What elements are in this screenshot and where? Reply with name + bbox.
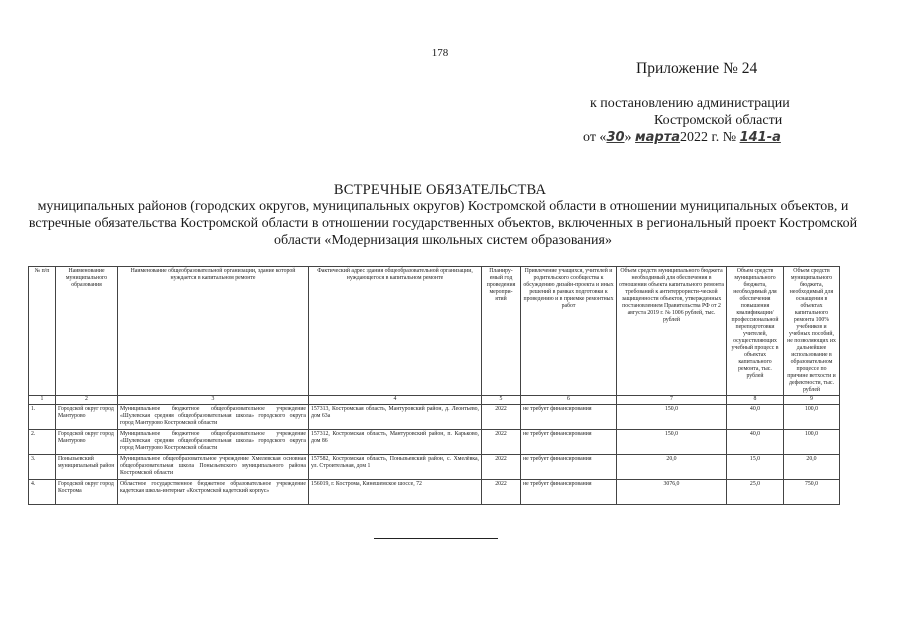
col-header: Объем средств муниципального бюджета, необходимый для обеспечения повышения квалификации/ профессиональной переподготовки учителей, осуществляющих учебный процесс в объектах капитального ремонта, тыс. рублей <box>727 267 784 396</box>
date-year: 2022 г. № <box>680 130 737 145</box>
decree-line-1: к постановлению администрации <box>590 96 790 111</box>
col-header: Привлечение учащихся, учителей и родительского сообщества к обсуждению дизайн-проекта и иных решений в рамках подготовки к проведению и в приемке ремонтных работ <box>521 267 617 396</box>
cell-antiterror-budget: 150,0 <box>617 430 727 455</box>
column-number: 4 <box>309 396 482 405</box>
appendix-title: Приложение № 24 <box>636 60 758 77</box>
footer-rule <box>374 538 498 539</box>
cell-municipality: Понызьевский муниципальный район <box>56 455 118 480</box>
cell-training-budget: 40,0 <box>727 405 784 430</box>
cell-address: 157313, Костромская область, Мантуровский район, д. Леонтьево, дом 63а <box>309 405 482 430</box>
cell-textbooks-budget: 750,0 <box>784 480 840 505</box>
document-title: ВСТРЕЧНЫЕ ОБЯЗАТЕЛЬСТВА <box>333 182 547 198</box>
column-number-row <box>29 396 840 405</box>
column-number: 6 <box>521 396 617 405</box>
column-number: 2 <box>56 396 118 405</box>
cell-antiterror-budget: 3076,0 <box>617 480 727 505</box>
decree-number-handwritten: 141-а <box>739 130 781 145</box>
date-prefix: от « <box>583 130 607 145</box>
decree-date <box>583 130 781 146</box>
cell-textbooks-budget: 100,0 <box>784 430 840 455</box>
cell-year: 2022 <box>482 430 521 455</box>
cell-organization: Муниципальное общеобразовательное учреждение Хмелевская основная общеобразовательная школа Понызьевского муниципального района Костромской области <box>118 455 309 480</box>
table-row <box>29 455 840 480</box>
cell-involvement: не требует финансирования <box>521 480 617 505</box>
col-header: Планиру-емый год проведения меропри-ятий <box>482 267 521 396</box>
cell-involvement: не требует финансирования <box>521 455 617 480</box>
cell-year: 2022 <box>482 480 521 505</box>
date-mid: » <box>624 130 632 145</box>
cell-address: 157582, Костромская область, Понызьевский район, с. Хмелёвка, ул. Строительная, дом 1 <box>309 455 482 480</box>
col-header: Фактический адрес здания общеобразовательной организации, нуждающегося в капитальном ремонте <box>309 267 482 396</box>
column-number: 3 <box>118 396 309 405</box>
cell-organization: Муниципальное бюджетное общеобразовательное учреждение «Шулевская средняя общеобразовательная школа» городского округа город Мантурово Костромской области <box>118 405 309 430</box>
cell-index: 2. <box>29 430 56 455</box>
page-number: 178 <box>431 47 449 59</box>
cell-antiterror-budget: 20,0 <box>617 455 727 480</box>
column-number: 7 <box>617 396 727 405</box>
col-header: Наименование общеобразовательной организации, здание которой нуждается в капитальном ремонте <box>118 267 309 396</box>
cell-textbooks-budget: 20,0 <box>784 455 840 480</box>
column-number: 8 <box>727 396 784 405</box>
cell-address: 157312, Костромская область, Мантуровский район, п. Карьково, дом 86 <box>309 430 482 455</box>
header-row <box>29 267 840 396</box>
cell-organization: Муниципальное бюджетное общеобразовательное учреждение «Шулевская средняя общеобразовательная школа» городского округа город Мантурово Костромской области <box>118 430 309 455</box>
cell-year: 2022 <box>482 455 521 480</box>
cell-municipality: Городской округ город Кострома <box>56 480 118 505</box>
col-header: № п/п <box>29 267 56 396</box>
cell-textbooks-budget: 100,0 <box>784 405 840 430</box>
column-number: 9 <box>784 396 840 405</box>
col-header: Объем средств муниципального бюджета необходимый для обеспечения в отношении объекта капитального ремонта требований к антитеррористи-ческой защищенности объектов, утвержденных постановлением Правительства РФ от 2 августа 2019 г. № 1006 рублей, тыс. рублей <box>617 267 727 396</box>
cell-training-budget: 40,0 <box>727 430 784 455</box>
table-row <box>29 405 840 430</box>
decree-line-2: Костромской области <box>654 113 783 128</box>
cell-antiterror-budget: 150,0 <box>617 405 727 430</box>
cell-year: 2022 <box>482 405 521 430</box>
cell-involvement: не требует финансирования <box>521 430 617 455</box>
table-row <box>29 430 840 455</box>
date-day-handwritten: 30 <box>606 130 625 145</box>
obligations-table <box>28 266 840 505</box>
cell-index: 1. <box>29 405 56 430</box>
cell-training-budget: 25,0 <box>727 480 784 505</box>
cell-address: 156019, г. Кострома, Кинешемское шоссе, 72 <box>309 480 482 505</box>
col-header: Наименование муниципального образования <box>56 267 118 396</box>
cell-municipality: Городской округ город Мантурово <box>56 405 118 430</box>
date-month-handwritten: марта <box>635 130 681 145</box>
cell-index: 4. <box>29 480 56 505</box>
col-header: Объем средств муниципального бюджета, необходимый для оснащения в объектах капитального ремонта 100% учебников и учебных пособий, не позволяющих их дальнейшее использование в образовательном процессе по причине ветхости и дефектности, тыс. рублей <box>784 267 840 396</box>
column-number: 1 <box>29 396 56 405</box>
cell-index: 3. <box>29 455 56 480</box>
column-number: 5 <box>482 396 521 405</box>
table-row <box>29 480 840 505</box>
document-subtitle: муниципальных районов (городских округов, муниципальных округов) Костромской области в отношении муниципальных объектов, и встречные обязательства Костромской области в отношении государственных объектов, включенных в региональный проект Костромской области «Модернизация школьных систем образования» <box>28 199 858 248</box>
cell-municipality: Городской округ город Мантурово <box>56 430 118 455</box>
cell-involvement: не требует финансирования <box>521 405 617 430</box>
cell-training-budget: 15,0 <box>727 455 784 480</box>
cell-organization: Областное государственное бюджетное образовательное учреждение кадетская школа-интернат «Костромской кадетский корпус» <box>118 480 309 505</box>
